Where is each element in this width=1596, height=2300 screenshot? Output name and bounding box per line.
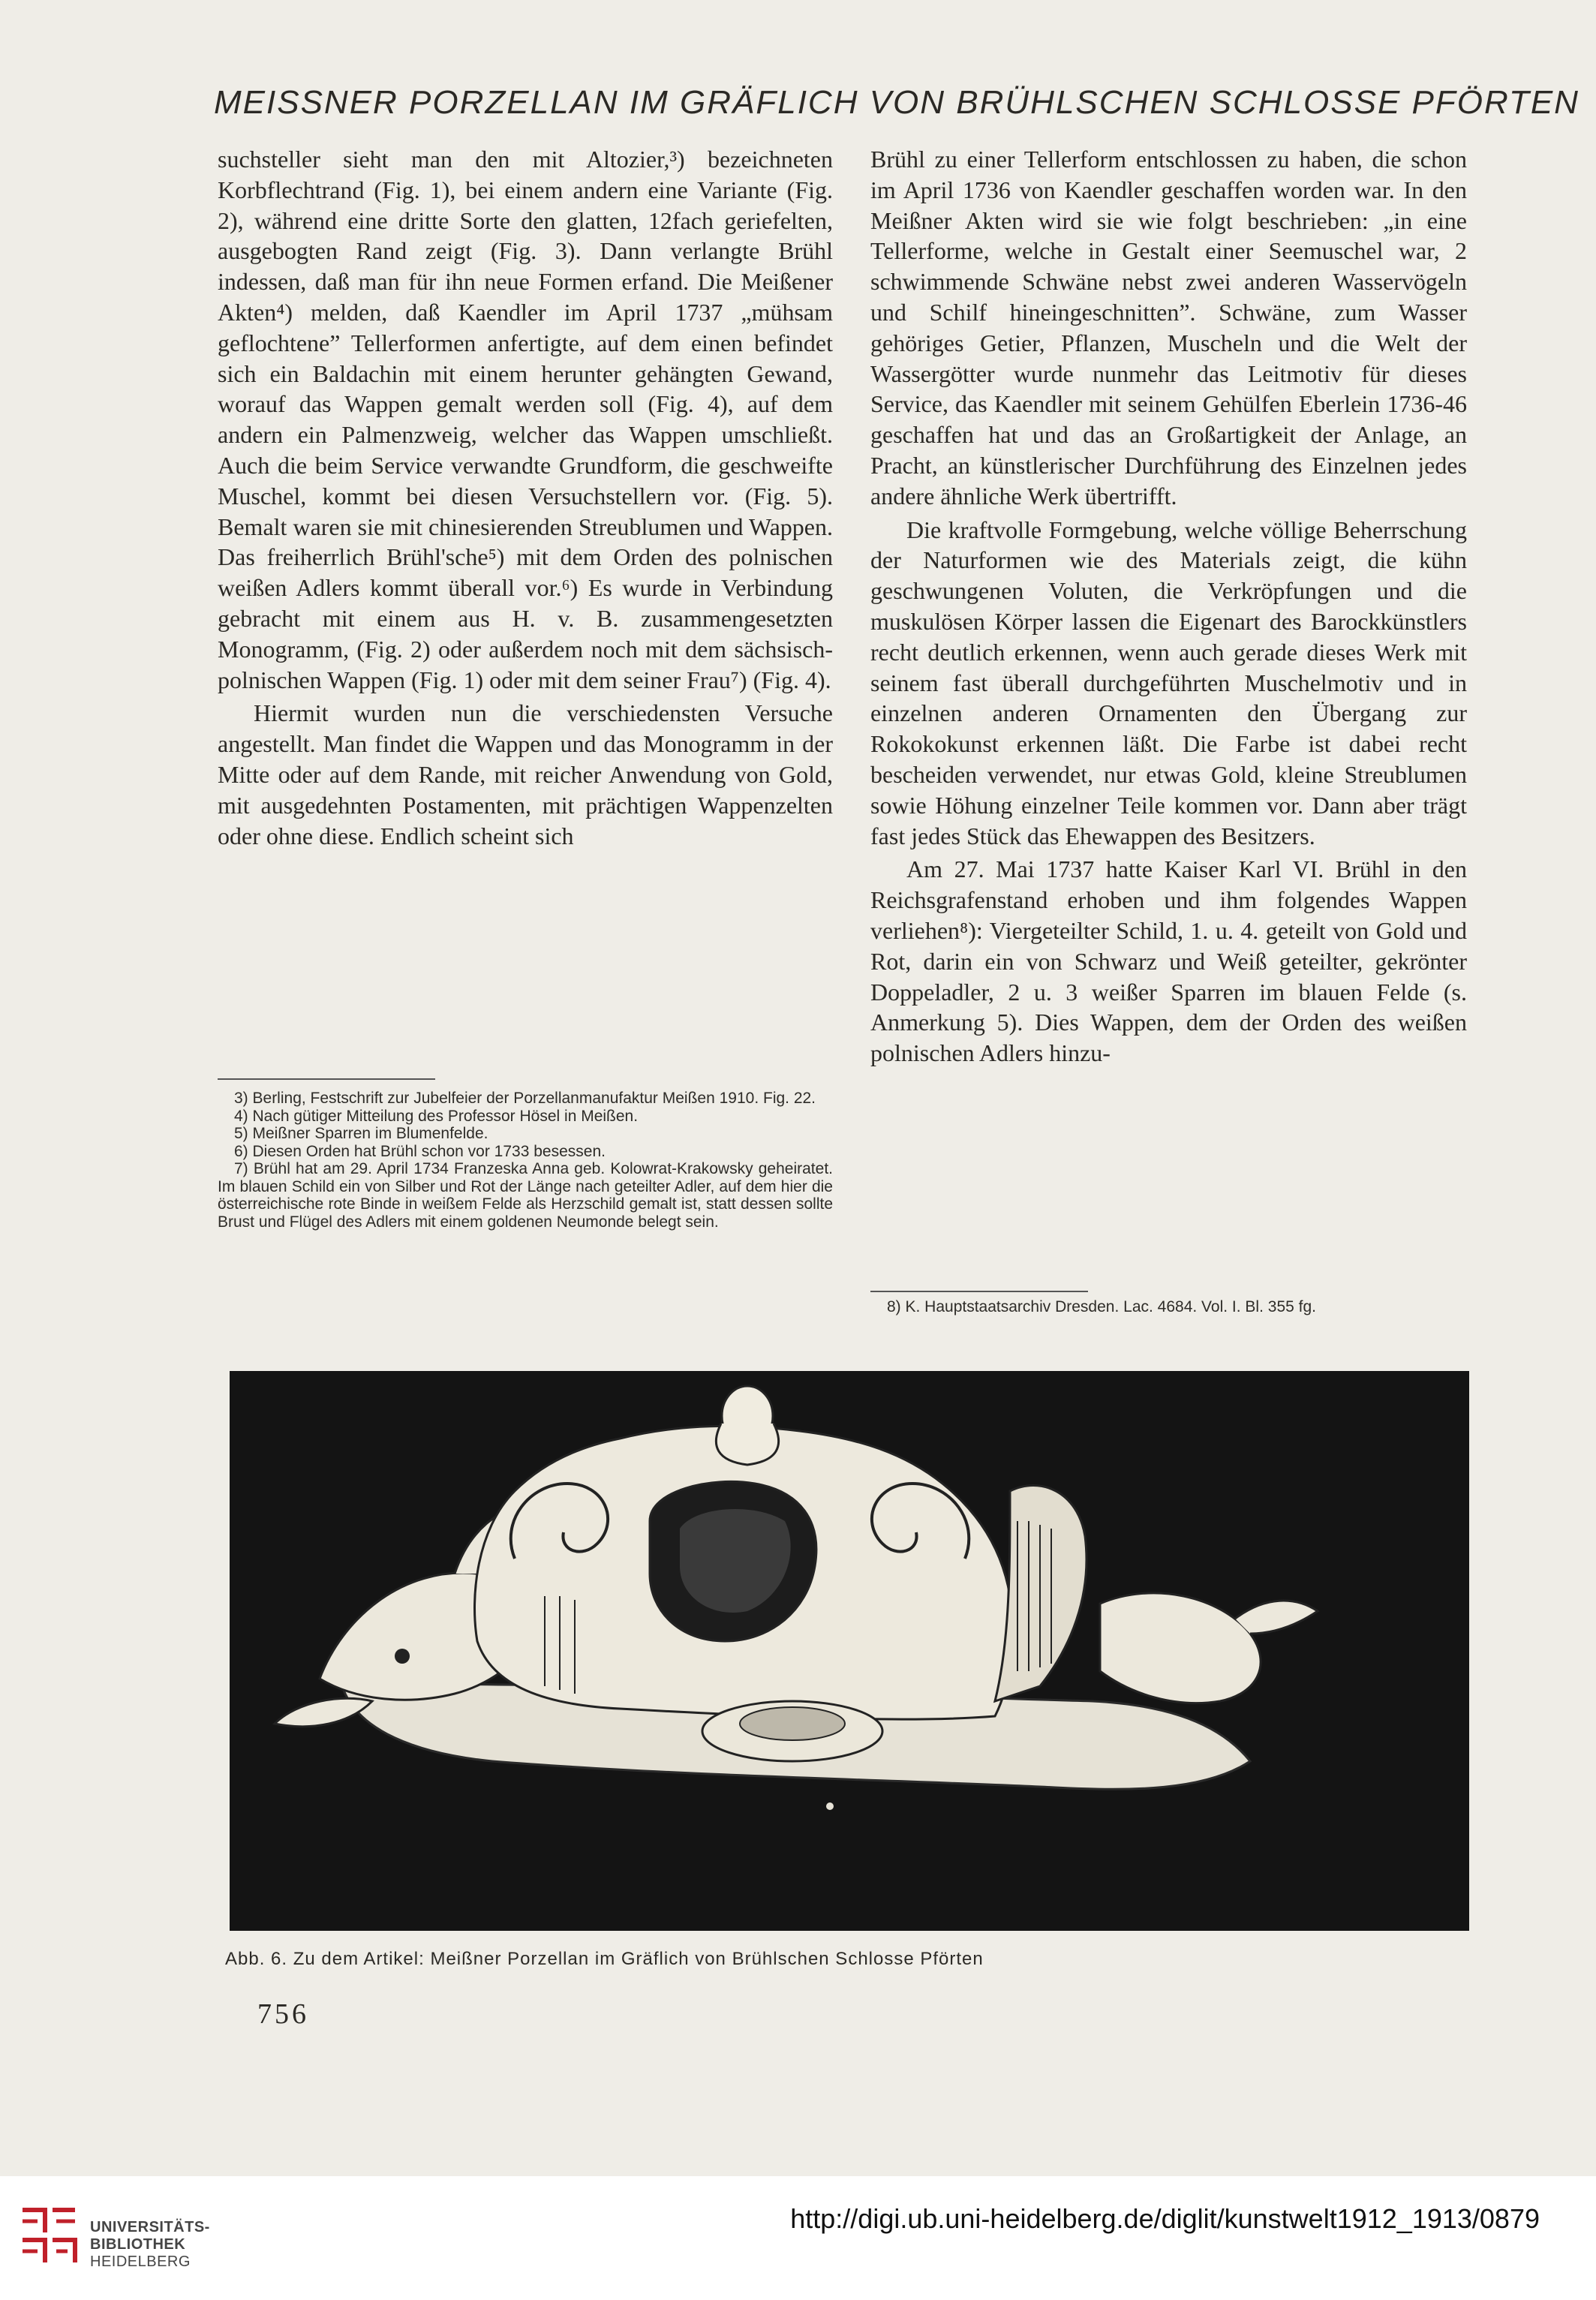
footnote: 8) K. Hauptstaatsarchiv Dresden. Lac. 4684. Vol. I. Bl. 355 fg. bbox=[887, 1298, 1316, 1315]
footnotes-right bbox=[870, 1298, 1467, 1316]
university-library-logo-icon[interactable] bbox=[15, 2202, 83, 2270]
footnote: 3) Berling, Festschrift zur Jubelfeier der Porzellanmanufaktur Meißen 1910. Fig. 22. bbox=[234, 1090, 816, 1107]
footnotes-left bbox=[218, 1090, 833, 1231]
porcelain-centerpiece-figure bbox=[230, 1371, 1469, 1931]
repository-footer bbox=[0, 2176, 1596, 2300]
footnote: 4) Nach gütiger Mitteilung des Professor Hösel in Meißen. bbox=[234, 1107, 639, 1125]
paragraph: Am 27. Mai 1737 hatte Kaiser Karl VI. Brühl in den Reichsgrafenstand erhoben und ihm folgendes Wappen verliehen⁸): Viergeteilter Schild, 1. u. 4. geteilt von Gold und Rot, darin ein von Schwarz und Weiß geteilter, gekrönter Doppeladler, 2 u. 3 weißer Sparren im blauen Felde (s. Anmerkung 5). Dies Wappen, dem der Orden des weißen polnischen Adlers hinzu- bbox=[870, 855, 1467, 1067]
porcelain-centerpiece-illustration bbox=[230, 1371, 1469, 1931]
library-city: HEIDELBERG bbox=[90, 2253, 191, 2270]
left-text-column bbox=[218, 144, 833, 851]
footnote: 5) Meißner Sparren im Blumenfelde. bbox=[234, 1125, 488, 1142]
paragraph: Hiermit wurden nun die verschiedensten Versuche angestellt. Man findet die Wappen und das Monogramm in der Mitte oder auf dem Rande, mit reicher Anwendung von Gold, mit ausgedehnten Postamenten, mit prächtigen Wappenzelten oder ohne diese. Endlich scheint sich bbox=[218, 699, 833, 849]
library-name-line: BIBLIOTHEK bbox=[90, 2236, 186, 2253]
paragraph: Brühl zu einer Tellerform entschlossen zu haben, die schon im April 1736 von Kaendler geschaffen worden war. In den Meißner Akten wird sie wie folgt beschrieben: „in eine Tellerforme, welche in Gestalt einer Seemuschel war, 2 schwimmende Schwäne nebst zwei anderen Wasservögeln und Schilf hineingeschnitten”. Schwäne, zum Wasser gehöriges Getier, Pflanzen, Muscheln und die Welt der Wassergötter wurde nunmehr das Leitmotiv für dieses Service, das Kaendler mit seinem Gehülfen Eberlein 1736-46 geschaffen hat und das an Großartigkeit der Anlage, an Pracht, an künstlerischer Durchführung des Einzelnen jedes andere ähnliche Werk übertrifft. bbox=[870, 146, 1467, 510]
paragraph: suchsteller sieht man den mit Altozier,³) bezeichneten Korbflechtrand (Fig. 1), bei einem andern eine Variante (Fig. 2), während eine dritte Sorte den glatten, 12fach geriefelten, ausgebogten Rand zeigt (Fig. 3). Dann verlangte Brühl indessen, daß man für ihn neue Formen erfand. Die Meißener Akten⁴) melden, daß Kaendler im April 1737 „mühsam geflochtene” Tellerformen anfertigte, auf dem einen befindet sich ein Baldachin mit einem herunter gehängten Gewand, worauf das Wappen gemalt werden soll (Fig. 4), auf dem andern ein Palmenzweig, welcher das Wappen umschließt. Auch die beim Service verwandte Grundform, die geschweifte Muschel, kommt bei diesen Versuchstellern vor. (Fig. 5). Bemalt waren sie mit chinesierenden Streublumen und Wappen. Das freiherrlich Brühl'sche⁵) mit dem Orden des polnischen weißen Adlers kommt überall vor.⁶) Es wurde in Verbindung gebracht mit einem aus H. v. B. zusammengesetzten Monogramm, (Fig. 2) oder außerdem noch mit dem sächsisch-polnischen Wappen (Fig. 1) oder mit dem seiner Frau⁷) (Fig. 4). bbox=[218, 146, 833, 693]
permalink-url[interactable]: http://digi.ub.uni-heidelberg.de/diglit/kunstwelt1912_1913/0879 bbox=[790, 2203, 1540, 2234]
footnote: 7) Brühl hat am 29. April 1734 Franzeska Anna geb. Kolowrat-Krakowsky geheiratet. Im blauen Schild ein von Silber und Rot der Länge nach geteilter Adler, auf dem hier die österreichische rote Binde in weißem Felde als Herzschild gemalt ist, statt dessen sollte Brust und Flügel des Adlers mit einem goldenen Neumonde belegt sein. bbox=[218, 1160, 833, 1231]
figure-caption: Abb. 6. Zu dem Artikel: Meißner Porzellan im Gräflich von Brühlschen Schlosse Pförten bbox=[225, 1949, 984, 1969]
footnote: 6) Diesen Orden hat Brühl schon vor 1733 besessen. bbox=[234, 1142, 606, 1160]
footnote-divider bbox=[218, 1078, 435, 1080]
running-header: MEISSNER PORZELLAN IM GRÄFLICH VON BRÜHLSCHEN SCHLOSSE PFÖRTEN bbox=[214, 84, 1579, 121]
right-text-column bbox=[870, 144, 1467, 1069]
library-name bbox=[90, 2219, 210, 2271]
library-name-line: UNIVERSITÄTS- bbox=[90, 2219, 210, 2235]
footnote-divider bbox=[870, 1291, 1088, 1292]
page-number: 756 bbox=[257, 1998, 309, 2030]
paragraph: Die kraftvolle Formgebung, welche völlige Beherrschung der Naturformen wie des Materials zeigt, die kühn geschwungenen Voluten, die Verkröpfungen und die muskulösen Körper lassen die Eigenart des Barockkünstlers recht deutlich erkennen, wenn auch gerade dieses Werk mit seinem fast überall durchgeführten Muschelmotiv und in einzelnen anderen Ornamenten den Übergang zur Rokokokunst erkennen läßt. Die Farbe ist dabei recht bescheiden verwendet, nur etwas Gold, kleine Streublumen sowie Höhung einzelner Teile kommen vor. Dann aber trägt fast jedes Stück das Ehewappen des Besitzers. bbox=[870, 516, 1467, 849]
